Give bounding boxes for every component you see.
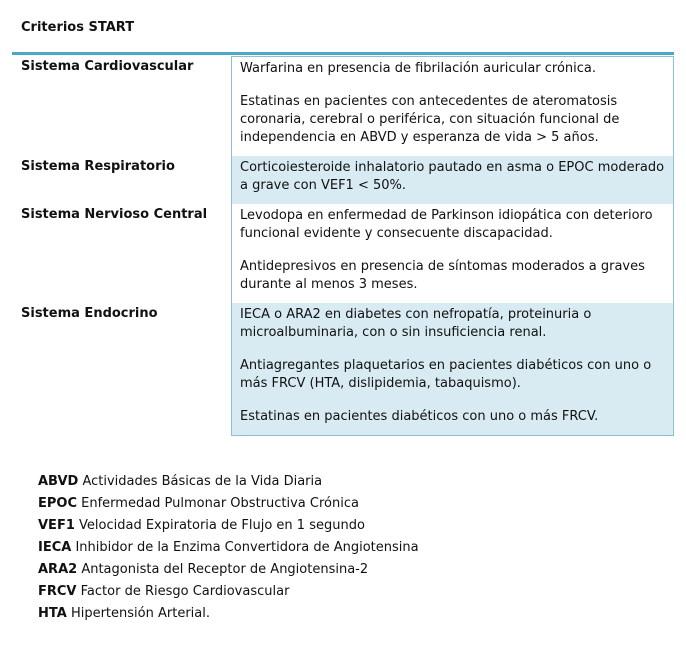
legend-text: Factor de Riesgo Cardiovascular	[80, 584, 290, 599]
legend-text: Inhibidor de la Enzima Convertidora de Angiotensina	[75, 540, 419, 555]
legend-abbr: HTA	[38, 606, 67, 621]
legend-text: Velocidad Expiratoria de Flujo en 1 segundo	[79, 518, 365, 533]
legend-text: Actividades Básicas de la Vida Diaria	[82, 474, 323, 489]
criteria-cell	[231, 156, 674, 204]
criterion-text: IECA o ARA2 en diabetes con nefropatía, proteinuria o microalbuminaria, con o sin insuficiencia renal.	[240, 307, 592, 340]
legend-text: Enfermedad Pulmonar Obstructiva Crónica	[81, 496, 359, 511]
criterion-text: Levodopa en enfermedad de Parkinson idiopática con deterioro funcional evidente y consecuente discapacidad.	[240, 208, 653, 241]
category-label: Sistema Cardiovascular	[21, 59, 194, 74]
abbreviations-legend	[38, 471, 419, 625]
legend-abbr: EPOC	[38, 496, 77, 511]
header-rule	[12, 52, 674, 55]
legend-abbr: IECA	[38, 540, 72, 555]
table-row	[12, 56, 674, 156]
legend-item	[38, 581, 419, 603]
category-label: Sistema Nervioso Central	[21, 207, 208, 222]
table-row	[12, 156, 674, 204]
criteria-cell	[231, 303, 674, 436]
criteria-table	[12, 56, 674, 436]
table-row	[12, 303, 674, 436]
legend-item	[38, 515, 419, 537]
page-title: Criterios START	[21, 20, 135, 35]
criteria-cell	[231, 204, 674, 303]
legend-text: Antagonista del Receptor de Angiotensina-2	[81, 562, 369, 577]
legend-item	[38, 537, 419, 559]
category-label: Sistema Endocrino	[21, 306, 158, 321]
criteria-cell	[231, 56, 674, 156]
criterion-text: Estatinas en pacientes con antecedentes de ateromatosis coronaria, cerebral o periférica, con situación funcional de independencia en ABVD y esperanza de vida > 5 años.	[240, 94, 620, 145]
legend-abbr: FRCV	[38, 584, 77, 599]
table-row	[12, 204, 674, 303]
criterion-text: Estatinas en pacientes diabéticos con uno o más FRCV.	[240, 409, 599, 424]
legend-text: Hipertensión Arterial.	[70, 606, 210, 621]
criterion-text: Antiagregantes plaquetarios en pacientes diabéticos con uno o más FRCV (HTA, dislipidemia, tabaquismo).	[240, 358, 652, 391]
criterion-text: Corticoiesteroide inhalatorio pautado en asma o EPOC moderado a grave con VEF1 < 50%.	[240, 160, 665, 193]
legend-abbr: ARA2	[38, 562, 78, 577]
criterion-text: Warfarina en presencia de fibrilación auricular crónica.	[240, 61, 597, 76]
legend-abbr: VEF1	[38, 518, 75, 533]
legend-item	[38, 559, 419, 581]
category-label: Sistema Respiratorio	[21, 159, 175, 174]
legend-item	[38, 493, 419, 515]
legend-item	[38, 603, 419, 625]
legend-abbr: ABVD	[38, 474, 79, 489]
legend-item	[38, 471, 419, 493]
criterion-text: Antidepresivos en presencia de síntomas moderados a graves durante al menos 3 meses.	[240, 259, 645, 292]
